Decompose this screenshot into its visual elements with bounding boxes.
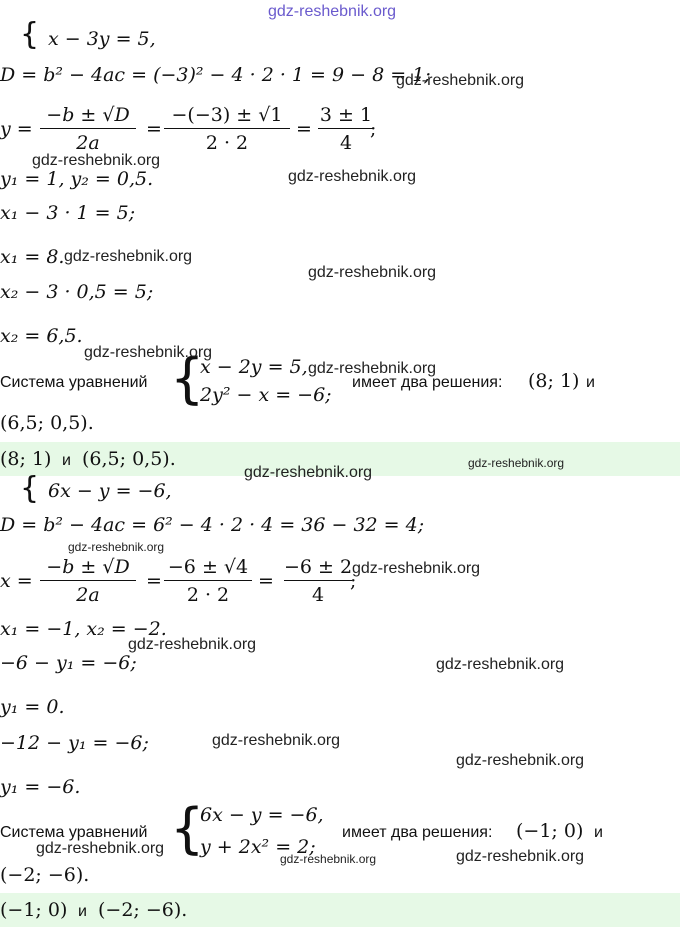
solution-2: (6,5; 0,5). — [0, 412, 94, 434]
system-label: Система уравнений — [0, 824, 148, 841]
x1-equation: x₁ − 3 · 1 = 5; — [0, 202, 136, 224]
equals-sign: = — [296, 118, 312, 140]
watermark: gdz-reshebnik.org — [456, 752, 585, 769]
y-label: y = — [0, 118, 33, 140]
system-line-1: x − 2y = 5, — [200, 356, 308, 378]
system-line-2: y + 2x² = 2; — [200, 836, 316, 858]
watermark: gdz-reshebnik.org — [68, 540, 165, 554]
x1-value: x₁ = 8. — [0, 246, 65, 268]
y1-equation: −6 − y₁ = −6; — [0, 652, 137, 674]
watermark: gdz-reshebnik.org — [308, 360, 437, 377]
watermark: gdz-reshebnik.org — [244, 464, 373, 481]
and-text: и — [586, 374, 595, 391]
system-brace: { — [170, 347, 205, 410]
discriminant-line: D = b² − 4ac = (−3)² − 4 · 2 · 1 = 9 − 8 = 1; — [0, 64, 431, 86]
watermark: gdz-reshebnik.org — [456, 848, 585, 865]
y2-value: y₁ = −6. — [0, 776, 81, 798]
equals-sign: = — [146, 570, 162, 592]
fraction-numerator: −6 ± √4 — [167, 556, 249, 578]
watermark: gdz-reshebnik.org — [268, 3, 397, 20]
equals-sign: = — [146, 118, 162, 140]
fraction-numerator: −6 ± 2 — [284, 556, 353, 578]
system-brace: { — [20, 17, 40, 52]
has-two-solutions-text: имеет два решения: — [352, 374, 503, 391]
fraction-numerator: −(−3) ± √1 — [171, 104, 283, 126]
answer-2: (−2; −6). — [98, 899, 188, 921]
semicolon: ; — [350, 570, 357, 592]
fraction-denominator: 4 — [311, 584, 325, 606]
answer-1: (8; 1) — [0, 448, 52, 470]
watermark: gdz-reshebnik.org — [32, 152, 161, 169]
watermark: gdz-reshebnik.org — [84, 344, 213, 361]
system-label: Система уравнений — [0, 374, 148, 391]
watermark: gdz-reshebnik.org — [212, 732, 341, 749]
semicolon: ; — [370, 118, 377, 140]
fraction-numerator: −b ± √D — [46, 556, 130, 578]
answer-and: и — [62, 452, 71, 469]
answer-2: (6,5; 0,5). — [82, 448, 176, 470]
fraction-bar — [164, 580, 252, 581]
watermark: gdz-reshebnik.org — [396, 72, 525, 89]
system-equation: 6x − y = −6, — [48, 480, 172, 502]
fraction-denominator: 4 — [339, 132, 353, 154]
discriminant-line: D = b² − 4ac = 6² − 4 · 2 · 4 = 36 − 32 = 4; — [0, 514, 425, 536]
system-brace: { — [20, 471, 40, 506]
fraction-denominator: 2a — [76, 584, 100, 606]
fraction-denominator: 2 · 2 — [186, 584, 230, 606]
system-line-2: 2y² − x = −6; — [200, 384, 332, 406]
watermark: gdz-reshebnik.org — [436, 656, 565, 673]
fraction-denominator: 2a — [76, 132, 100, 154]
watermark: gdz-reshebnik.org — [308, 264, 437, 281]
fraction-bar — [164, 128, 290, 129]
roots-line: y₁ = 1, y₂ = 0,5. — [0, 168, 154, 190]
y2-equation: −12 − y₁ = −6; — [0, 732, 149, 754]
and-text: и — [594, 824, 603, 841]
roots-line: x₁ = −1, x₂ = −2. — [0, 618, 167, 640]
watermark: gdz-reshebnik.org — [36, 840, 165, 857]
has-two-solutions-text: имеет два решения: — [342, 824, 493, 841]
watermark: gdz-reshebnik.org — [280, 852, 377, 866]
watermark: gdz-reshebnik.org — [352, 560, 481, 577]
solution-1: (8; 1) — [528, 370, 580, 392]
fraction-numerator: −b ± √D — [46, 104, 130, 126]
x2-equation: x₂ − 3 · 0,5 = 5; — [0, 281, 154, 303]
answer-and: и — [78, 903, 87, 920]
watermark: gdz-reshebnik.org — [128, 636, 257, 653]
fraction-bar — [318, 128, 374, 129]
watermark: gdz-reshebnik.org — [64, 248, 193, 265]
watermark: gdz-reshebnik.org — [288, 168, 417, 185]
equals-sign: = — [258, 570, 274, 592]
fraction-numerator: 3 ± 1 — [319, 104, 373, 126]
fraction-bar — [40, 128, 136, 129]
y1-value: y₁ = 0. — [0, 696, 65, 718]
system-brace: { — [170, 797, 205, 860]
watermark: gdz-reshebnik.org — [468, 456, 565, 470]
fraction-bar — [284, 580, 352, 581]
x-label: x = — [0, 570, 33, 592]
fraction-denominator: 2 · 2 — [205, 132, 249, 154]
answer-1: (−1; 0) — [0, 899, 68, 921]
system-equation: x − 3y = 5, — [48, 28, 156, 50]
system-line-1: 6x − y = −6, — [200, 804, 324, 826]
solution-1: (−1; 0) — [516, 820, 584, 842]
fraction-bar — [40, 580, 136, 581]
solution-2: (−2; −6). — [0, 864, 90, 886]
x2-value: x₂ = 6,5. — [0, 325, 83, 347]
